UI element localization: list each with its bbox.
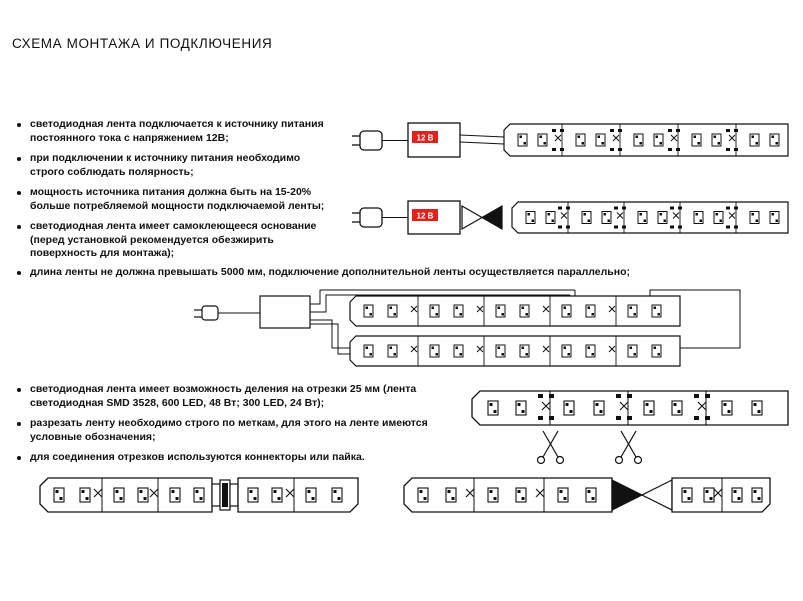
power-plug-icon [352,208,408,227]
list-item: мощность источника питания должна быть на 15-20% больше потребляемой мощности подключаемой ленты; [16,186,336,213]
scissors-icon [616,431,642,464]
strip-connector [212,480,238,510]
strip-connector [462,206,502,229]
led-strip [512,202,788,233]
list-item: светодиодная лента имеет самоклеющееся основание (перед установкой рекомендуется обезжирить поверхность для монтажа); [16,220,336,261]
list-item: светодиодная лента имеет возможность деления на отрезки 25 мм (лента светодиодная SMD 3528, 600 LED, 48 Вт; 300 LED, 24 Вт); [16,383,436,410]
diagram-parallel-connection [180,286,760,376]
list-item: для соединения отрезков используются коннекторы или пайка. [16,451,436,465]
led-strip [238,478,358,512]
power-supply-unit [408,201,460,234]
led-strip [350,296,680,326]
led-strip [40,478,212,512]
led-strip [350,336,680,366]
bullet-list-top [16,118,336,268]
power-supply-unit [408,123,504,157]
diagram-cutting-strip [466,385,796,465]
list-item: длина ленты не должна превышать 5000 мм, подключение дополнительной ленты осуществляется параллельно; [16,266,776,280]
strip-connector [612,480,672,510]
diagram-psu-to-strip-2 [352,196,792,246]
diagram-soldered-joint [400,472,780,520]
diagram-psu-to-strip-1 [352,118,792,178]
power-supply-unit [260,296,310,328]
diagram-connector-joint [36,472,366,520]
power-plug-icon [352,131,408,150]
power-plug-icon [194,306,260,320]
scissors-icon [538,431,564,464]
svg-text:12 В: 12 В [416,133,434,143]
page-title: СХЕМА МОНТАЖА И ПОДКЛЮЧЕНИЯ [12,36,273,51]
bullet-list-bottom [16,383,436,472]
led-strip [472,391,788,425]
led-strip [672,478,770,512]
bullet-list-wide [16,266,776,287]
led-strip [404,478,612,512]
list-item: светодиодная лента подключается к источнику питания постоянного тока с напряжением 12В; [16,118,336,145]
list-item: разрезать ленту необходимо строго по меткам, для этого на ленте имеются условные обозначения; [16,417,436,444]
led-strip [504,124,788,156]
svg-text:12 В: 12 В [416,211,434,221]
list-item: при подключении к источнику питания необходимо строго соблюдать полярность; [16,152,336,179]
